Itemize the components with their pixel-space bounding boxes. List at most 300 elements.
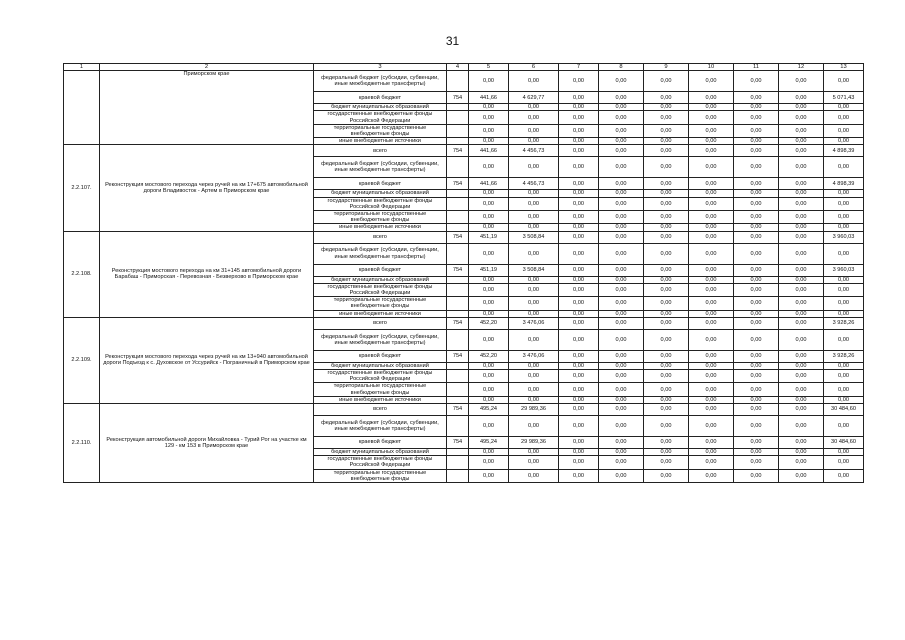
amount-cell: 0,00	[469, 71, 509, 92]
table-row	[64, 145, 864, 157]
amount-cell: 0,00	[559, 276, 599, 283]
amount-cell: 0,00	[779, 329, 824, 350]
amount-cell: 4 629,77	[509, 92, 559, 104]
amount-cell: 0,00	[824, 329, 864, 350]
amount-cell: 0,00	[559, 404, 599, 416]
amount-cell: 0,00	[599, 243, 644, 264]
amount-cell: 0,00	[559, 437, 599, 449]
item-name: Реконструкция мостового перехода через ручей на км 13+940 автомобильной дороги Подъезд к с. Духовское от Уссурийск - Пограничный в Приморском крае	[100, 317, 314, 403]
funding-source: краевой бюджет	[314, 264, 447, 276]
amount-cell: 0,00	[734, 145, 779, 157]
agency-code	[447, 111, 469, 124]
amount-cell: 0,00	[644, 138, 689, 145]
amount-cell: 0,00	[779, 370, 824, 383]
amount-cell: 0,00	[644, 178, 689, 190]
funding-source: бюджет муниципальных образований	[314, 276, 447, 283]
funding-source: федеральный бюджет (субсидии, субвенции, иные межбюджетные трансферты)	[314, 329, 447, 350]
amount-cell: 0,00	[644, 469, 689, 482]
amount-cell: 0,00	[734, 92, 779, 104]
amount-cell: 0,00	[689, 138, 734, 145]
amount-cell: 0,00	[644, 104, 689, 111]
amount-cell: 0,00	[734, 362, 779, 369]
amount-cell: 0,00	[509, 456, 559, 469]
amount-cell: 0,00	[599, 71, 644, 92]
amount-cell: 0,00	[644, 396, 689, 403]
amount-cell: 0,00	[779, 124, 824, 137]
amount-cell: 0,00	[509, 138, 559, 145]
amount-cell: 0,00	[779, 178, 824, 190]
col-num: 13	[824, 64, 864, 71]
amount-cell: 4 898,39	[824, 145, 864, 157]
amount-cell: 0,00	[559, 370, 599, 383]
amount-cell: 441,66	[469, 145, 509, 157]
amount-cell: 0,00	[689, 231, 734, 243]
amount-cell: 495,24	[469, 437, 509, 449]
amount-cell: 0,00	[559, 317, 599, 329]
amount-cell: 0,00	[599, 396, 644, 403]
amount-cell: 0,00	[559, 297, 599, 310]
agency-code: 754	[447, 264, 469, 276]
amount-cell: 4 456,73	[509, 178, 559, 190]
amount-cell: 0,00	[824, 138, 864, 145]
amount-cell: 0,00	[559, 104, 599, 111]
amount-cell: 0,00	[509, 71, 559, 92]
item-code	[64, 71, 100, 145]
amount-cell: 0,00	[779, 350, 824, 362]
funding-source: краевой бюджет	[314, 437, 447, 449]
amount-cell: 0,00	[734, 383, 779, 396]
amount-cell: 0,00	[734, 329, 779, 350]
agency-code	[447, 197, 469, 210]
agency-code	[447, 243, 469, 264]
amount-cell: 0,00	[559, 469, 599, 482]
amount-cell: 0,00	[689, 449, 734, 456]
col-num: 1	[64, 64, 100, 71]
amount-cell: 0,00	[734, 370, 779, 383]
agency-code	[447, 211, 469, 224]
amount-cell: 3 960,03	[824, 231, 864, 243]
amount-cell: 0,00	[469, 449, 509, 456]
amount-cell: 0,00	[599, 456, 644, 469]
amount-cell: 0,00	[469, 197, 509, 210]
amount-cell: 0,00	[509, 276, 559, 283]
amount-cell: 0,00	[644, 211, 689, 224]
amount-cell: 0,00	[734, 71, 779, 92]
amount-cell: 0,00	[559, 310, 599, 317]
amount-cell: 0,00	[599, 310, 644, 317]
amount-cell: 0,00	[509, 243, 559, 264]
funding-source: федеральный бюджет (субсидии, субвенции, иные межбюджетные трансферты)	[314, 243, 447, 264]
item-code: 2.2.109.	[64, 317, 100, 403]
amount-cell: 0,00	[689, 211, 734, 224]
agency-code	[447, 124, 469, 137]
agency-code: 754	[447, 317, 469, 329]
agency-code	[447, 310, 469, 317]
amount-cell: 0,00	[824, 416, 864, 437]
amount-cell: 0,00	[779, 317, 824, 329]
amount-cell: 0,00	[509, 104, 559, 111]
item-code: 2.2.110.	[64, 404, 100, 483]
amount-cell: 0,00	[509, 362, 559, 369]
amount-cell: 0,00	[779, 104, 824, 111]
amount-cell: 0,00	[559, 362, 599, 369]
amount-cell: 0,00	[824, 276, 864, 283]
amount-cell: 0,00	[824, 370, 864, 383]
funding-source: всего	[314, 404, 447, 416]
amount-cell: 0,00	[559, 124, 599, 137]
amount-cell: 0,00	[644, 370, 689, 383]
amount-cell: 5 071,43	[824, 92, 864, 104]
amount-cell: 0,00	[559, 224, 599, 231]
funding-source: государственные внебюджетные фонды Российской Федерации	[314, 111, 447, 124]
amount-cell: 0,00	[644, 416, 689, 437]
amount-cell: 0,00	[644, 231, 689, 243]
amount-cell: 0,00	[824, 104, 864, 111]
amount-cell: 0,00	[734, 211, 779, 224]
amount-cell: 0,00	[509, 383, 559, 396]
item-code: 2.2.107.	[64, 145, 100, 231]
agency-code	[447, 456, 469, 469]
amount-cell: 0,00	[734, 449, 779, 456]
amount-cell: 0,00	[734, 310, 779, 317]
amount-cell: 0,00	[824, 362, 864, 369]
agency-code: 754	[447, 178, 469, 190]
funding-source: всего	[314, 317, 447, 329]
amount-cell: 0,00	[599, 437, 644, 449]
amount-cell: 0,00	[734, 276, 779, 283]
funding-source: иные внебюджетные источники	[314, 396, 447, 403]
amount-cell: 0,00	[559, 416, 599, 437]
amount-cell: 0,00	[689, 157, 734, 178]
amount-cell: 0,00	[779, 111, 824, 124]
amount-cell: 0,00	[734, 404, 779, 416]
agency-code	[447, 329, 469, 350]
amount-cell: 0,00	[734, 469, 779, 482]
amount-cell: 0,00	[734, 197, 779, 210]
amount-cell: 0,00	[644, 310, 689, 317]
amount-cell: 0,00	[689, 145, 734, 157]
amount-cell: 0,00	[734, 138, 779, 145]
amount-cell: 30 484,60	[824, 437, 864, 449]
amount-cell: 0,00	[509, 211, 559, 224]
agency-code	[447, 383, 469, 396]
amount-cell: 3 508,84	[509, 264, 559, 276]
amount-cell: 0,00	[509, 197, 559, 210]
amount-cell: 0,00	[509, 190, 559, 197]
amount-cell: 0,00	[689, 310, 734, 317]
amount-cell: 0,00	[824, 71, 864, 92]
amount-cell: 0,00	[509, 111, 559, 124]
amount-cell: 0,00	[644, 449, 689, 456]
funding-source: всего	[314, 231, 447, 243]
amount-cell: 0,00	[689, 297, 734, 310]
amount-cell: 0,00	[599, 197, 644, 210]
amount-cell: 0,00	[734, 396, 779, 403]
amount-cell: 0,00	[779, 224, 824, 231]
amount-cell: 0,00	[644, 456, 689, 469]
amount-cell: 0,00	[824, 124, 864, 137]
amount-cell: 0,00	[469, 383, 509, 396]
amount-cell: 0,00	[469, 124, 509, 137]
amount-cell: 0,00	[509, 396, 559, 403]
agency-code	[447, 276, 469, 283]
amount-cell: 0,00	[469, 138, 509, 145]
amount-cell: 3 960,03	[824, 264, 864, 276]
amount-cell: 29 989,36	[509, 437, 559, 449]
amount-cell: 0,00	[599, 350, 644, 362]
funding-source: территориальные государственные внебюджетные фонды	[314, 469, 447, 482]
amount-cell: 0,00	[599, 317, 644, 329]
amount-cell: 0,00	[599, 297, 644, 310]
amount-cell: 3 508,84	[509, 231, 559, 243]
amount-cell: 0,00	[599, 111, 644, 124]
amount-cell: 0,00	[644, 157, 689, 178]
amount-cell: 0,00	[469, 243, 509, 264]
amount-cell: 0,00	[559, 178, 599, 190]
amount-cell: 3 928,26	[824, 350, 864, 362]
amount-cell: 0,00	[734, 124, 779, 137]
amount-cell: 0,00	[559, 145, 599, 157]
agency-code	[447, 104, 469, 111]
amount-cell: 0,00	[734, 111, 779, 124]
amount-cell: 0,00	[469, 211, 509, 224]
amount-cell: 0,00	[559, 264, 599, 276]
amount-cell: 0,00	[824, 283, 864, 296]
amount-cell: 0,00	[559, 456, 599, 469]
amount-cell: 0,00	[779, 396, 824, 403]
amount-cell: 0,00	[559, 92, 599, 104]
amount-cell: 0,00	[734, 416, 779, 437]
amount-cell: 0,00	[599, 264, 644, 276]
amount-cell: 0,00	[824, 211, 864, 224]
amount-cell: 0,00	[644, 111, 689, 124]
amount-cell: 0,00	[779, 283, 824, 296]
amount-cell: 0,00	[689, 350, 734, 362]
amount-cell: 0,00	[644, 145, 689, 157]
amount-cell: 0,00	[779, 404, 824, 416]
amount-cell: 0,00	[644, 71, 689, 92]
amount-cell: 0,00	[644, 92, 689, 104]
amount-cell: 0,00	[734, 264, 779, 276]
amount-cell: 0,00	[824, 111, 864, 124]
amount-cell: 0,00	[644, 404, 689, 416]
amount-cell: 0,00	[734, 224, 779, 231]
amount-cell: 4 456,73	[509, 145, 559, 157]
amount-cell: 0,00	[644, 329, 689, 350]
amount-cell: 0,00	[779, 264, 824, 276]
funding-source: бюджет муниципальных образований	[314, 104, 447, 111]
amount-cell: 0,00	[559, 157, 599, 178]
amount-cell: 0,00	[559, 197, 599, 210]
amount-cell: 441,66	[469, 178, 509, 190]
column-number-row	[64, 64, 864, 71]
amount-cell: 0,00	[779, 276, 824, 283]
funding-source: федеральный бюджет (субсидии, субвенции, иные межбюджетные трансферты)	[314, 157, 447, 178]
funding-source: территориальные государственные внебюджетные фонды	[314, 211, 447, 224]
amount-cell: 0,00	[469, 276, 509, 283]
amount-cell: 0,00	[599, 224, 644, 231]
amount-cell: 0,00	[599, 231, 644, 243]
col-num: 7	[559, 64, 599, 71]
agency-code	[447, 283, 469, 296]
amount-cell: 0,00	[559, 190, 599, 197]
budget-table	[63, 63, 864, 483]
amount-cell: 0,00	[824, 243, 864, 264]
amount-cell: 0,00	[779, 145, 824, 157]
amount-cell: 0,00	[469, 362, 509, 369]
item-name: Реконструкция мостового перехода через ручей на км 17+675 автомобильной дороги Владивосток - Артем в Приморском крае	[100, 145, 314, 231]
amount-cell: 0,00	[734, 317, 779, 329]
amount-cell: 0,00	[599, 92, 644, 104]
amount-cell: 0,00	[644, 243, 689, 264]
funding-source: государственные внебюджетные фонды Российской Федерации	[314, 370, 447, 383]
amount-cell: 0,00	[779, 243, 824, 264]
funding-source: краевой бюджет	[314, 350, 447, 362]
amount-cell: 0,00	[469, 416, 509, 437]
col-num: 4	[447, 64, 469, 71]
amount-cell: 0,00	[689, 317, 734, 329]
amount-cell: 0,00	[599, 283, 644, 296]
amount-cell: 0,00	[734, 178, 779, 190]
amount-cell: 0,00	[599, 370, 644, 383]
agency-code: 754	[447, 404, 469, 416]
amount-cell: 0,00	[734, 437, 779, 449]
amount-cell: 0,00	[689, 178, 734, 190]
funding-source: федеральный бюджет (субсидии, субвенции, иные межбюджетные трансферты)	[314, 71, 447, 92]
table-row	[64, 404, 864, 416]
agency-code	[447, 449, 469, 456]
agency-code: 754	[447, 437, 469, 449]
amount-cell: 0,00	[734, 456, 779, 469]
amount-cell: 0,00	[599, 383, 644, 396]
amount-cell: 3 476,06	[509, 317, 559, 329]
amount-cell: 0,00	[644, 362, 689, 369]
amount-cell: 0,00	[509, 157, 559, 178]
amount-cell: 0,00	[824, 224, 864, 231]
col-num: 10	[689, 64, 734, 71]
amount-cell: 0,00	[644, 437, 689, 449]
amount-cell: 0,00	[779, 456, 824, 469]
amount-cell: 0,00	[689, 383, 734, 396]
amount-cell: 0,00	[689, 437, 734, 449]
amount-cell: 0,00	[559, 449, 599, 456]
col-num: 8	[599, 64, 644, 71]
amount-cell: 0,00	[509, 224, 559, 231]
agency-code	[447, 224, 469, 231]
amount-cell: 0,00	[779, 92, 824, 104]
amount-cell: 0,00	[509, 329, 559, 350]
amount-cell: 0,00	[734, 231, 779, 243]
funding-source: бюджет муниципальных образований	[314, 190, 447, 197]
agency-code: 754	[447, 92, 469, 104]
amount-cell: 0,00	[644, 350, 689, 362]
amount-cell: 0,00	[509, 283, 559, 296]
amount-cell: 0,00	[599, 145, 644, 157]
amount-cell: 0,00	[824, 449, 864, 456]
amount-cell: 0,00	[689, 111, 734, 124]
amount-cell: 0,00	[824, 396, 864, 403]
amount-cell: 0,00	[824, 310, 864, 317]
amount-cell: 0,00	[689, 362, 734, 369]
amount-cell: 0,00	[779, 297, 824, 310]
amount-cell: 0,00	[559, 71, 599, 92]
amount-cell: 0,00	[469, 104, 509, 111]
amount-cell: 0,00	[559, 243, 599, 264]
amount-cell: 0,00	[599, 469, 644, 482]
amount-cell: 0,00	[689, 124, 734, 137]
amount-cell: 0,00	[824, 469, 864, 482]
amount-cell: 0,00	[599, 276, 644, 283]
amount-cell: 0,00	[734, 283, 779, 296]
agency-code	[447, 362, 469, 369]
amount-cell: 0,00	[469, 469, 509, 482]
amount-cell: 0,00	[779, 231, 824, 243]
amount-cell: 0,00	[644, 224, 689, 231]
funding-source: территориальные государственные внебюджетные фонды	[314, 124, 447, 137]
amount-cell: 0,00	[469, 224, 509, 231]
amount-cell: 0,00	[824, 197, 864, 210]
amount-cell: 0,00	[644, 383, 689, 396]
amount-cell: 0,00	[599, 157, 644, 178]
amount-cell: 0,00	[469, 111, 509, 124]
amount-cell: 0,00	[779, 469, 824, 482]
amount-cell: 0,00	[824, 297, 864, 310]
amount-cell: 0,00	[559, 329, 599, 350]
item-name: Приморском крае	[100, 71, 314, 145]
amount-cell: 30 484,60	[824, 404, 864, 416]
amount-cell: 451,19	[469, 231, 509, 243]
amount-cell: 0,00	[779, 211, 824, 224]
amount-cell: 0,00	[689, 276, 734, 283]
amount-cell: 0,00	[599, 362, 644, 369]
amount-cell: 0,00	[599, 178, 644, 190]
table-row	[64, 317, 864, 329]
amount-cell: 0,00	[469, 190, 509, 197]
funding-source: федеральный бюджет (субсидии, субвенции, иные межбюджетные трансферты)	[314, 416, 447, 437]
amount-cell: 0,00	[509, 370, 559, 383]
page-number: 31	[445, 34, 460, 48]
amount-cell: 0,00	[559, 283, 599, 296]
amount-cell: 0,00	[469, 157, 509, 178]
amount-cell: 0,00	[689, 469, 734, 482]
amount-cell: 0,00	[689, 329, 734, 350]
col-num: 11	[734, 64, 779, 71]
amount-cell: 0,00	[559, 350, 599, 362]
amount-cell: 0,00	[779, 157, 824, 178]
amount-cell: 0,00	[779, 449, 824, 456]
amount-cell: 0,00	[599, 449, 644, 456]
funding-source: бюджет муниципальных образований	[314, 362, 447, 369]
amount-cell: 451,19	[469, 264, 509, 276]
amount-cell: 0,00	[689, 71, 734, 92]
amount-cell: 0,00	[559, 111, 599, 124]
amount-cell: 4 898,39	[824, 178, 864, 190]
funding-source: иные внебюджетные источники	[314, 310, 447, 317]
amount-cell: 0,00	[559, 231, 599, 243]
amount-cell: 0,00	[734, 104, 779, 111]
item-name: Реконструкция мостового перехода на км 31+145 автомобильной дороги Барабаш - Приморская - Перевозная - Безверхово в Приморском крае	[100, 231, 314, 317]
amount-cell: 0,00	[689, 456, 734, 469]
amount-cell: 0,00	[599, 104, 644, 111]
amount-cell: 0,00	[469, 329, 509, 350]
amount-cell: 0,00	[469, 297, 509, 310]
agency-code	[447, 71, 469, 92]
amount-cell: 0,00	[509, 124, 559, 137]
amount-cell: 0,00	[689, 264, 734, 276]
amount-cell: 452,20	[469, 350, 509, 362]
amount-cell: 0,00	[644, 190, 689, 197]
amount-cell: 0,00	[734, 243, 779, 264]
